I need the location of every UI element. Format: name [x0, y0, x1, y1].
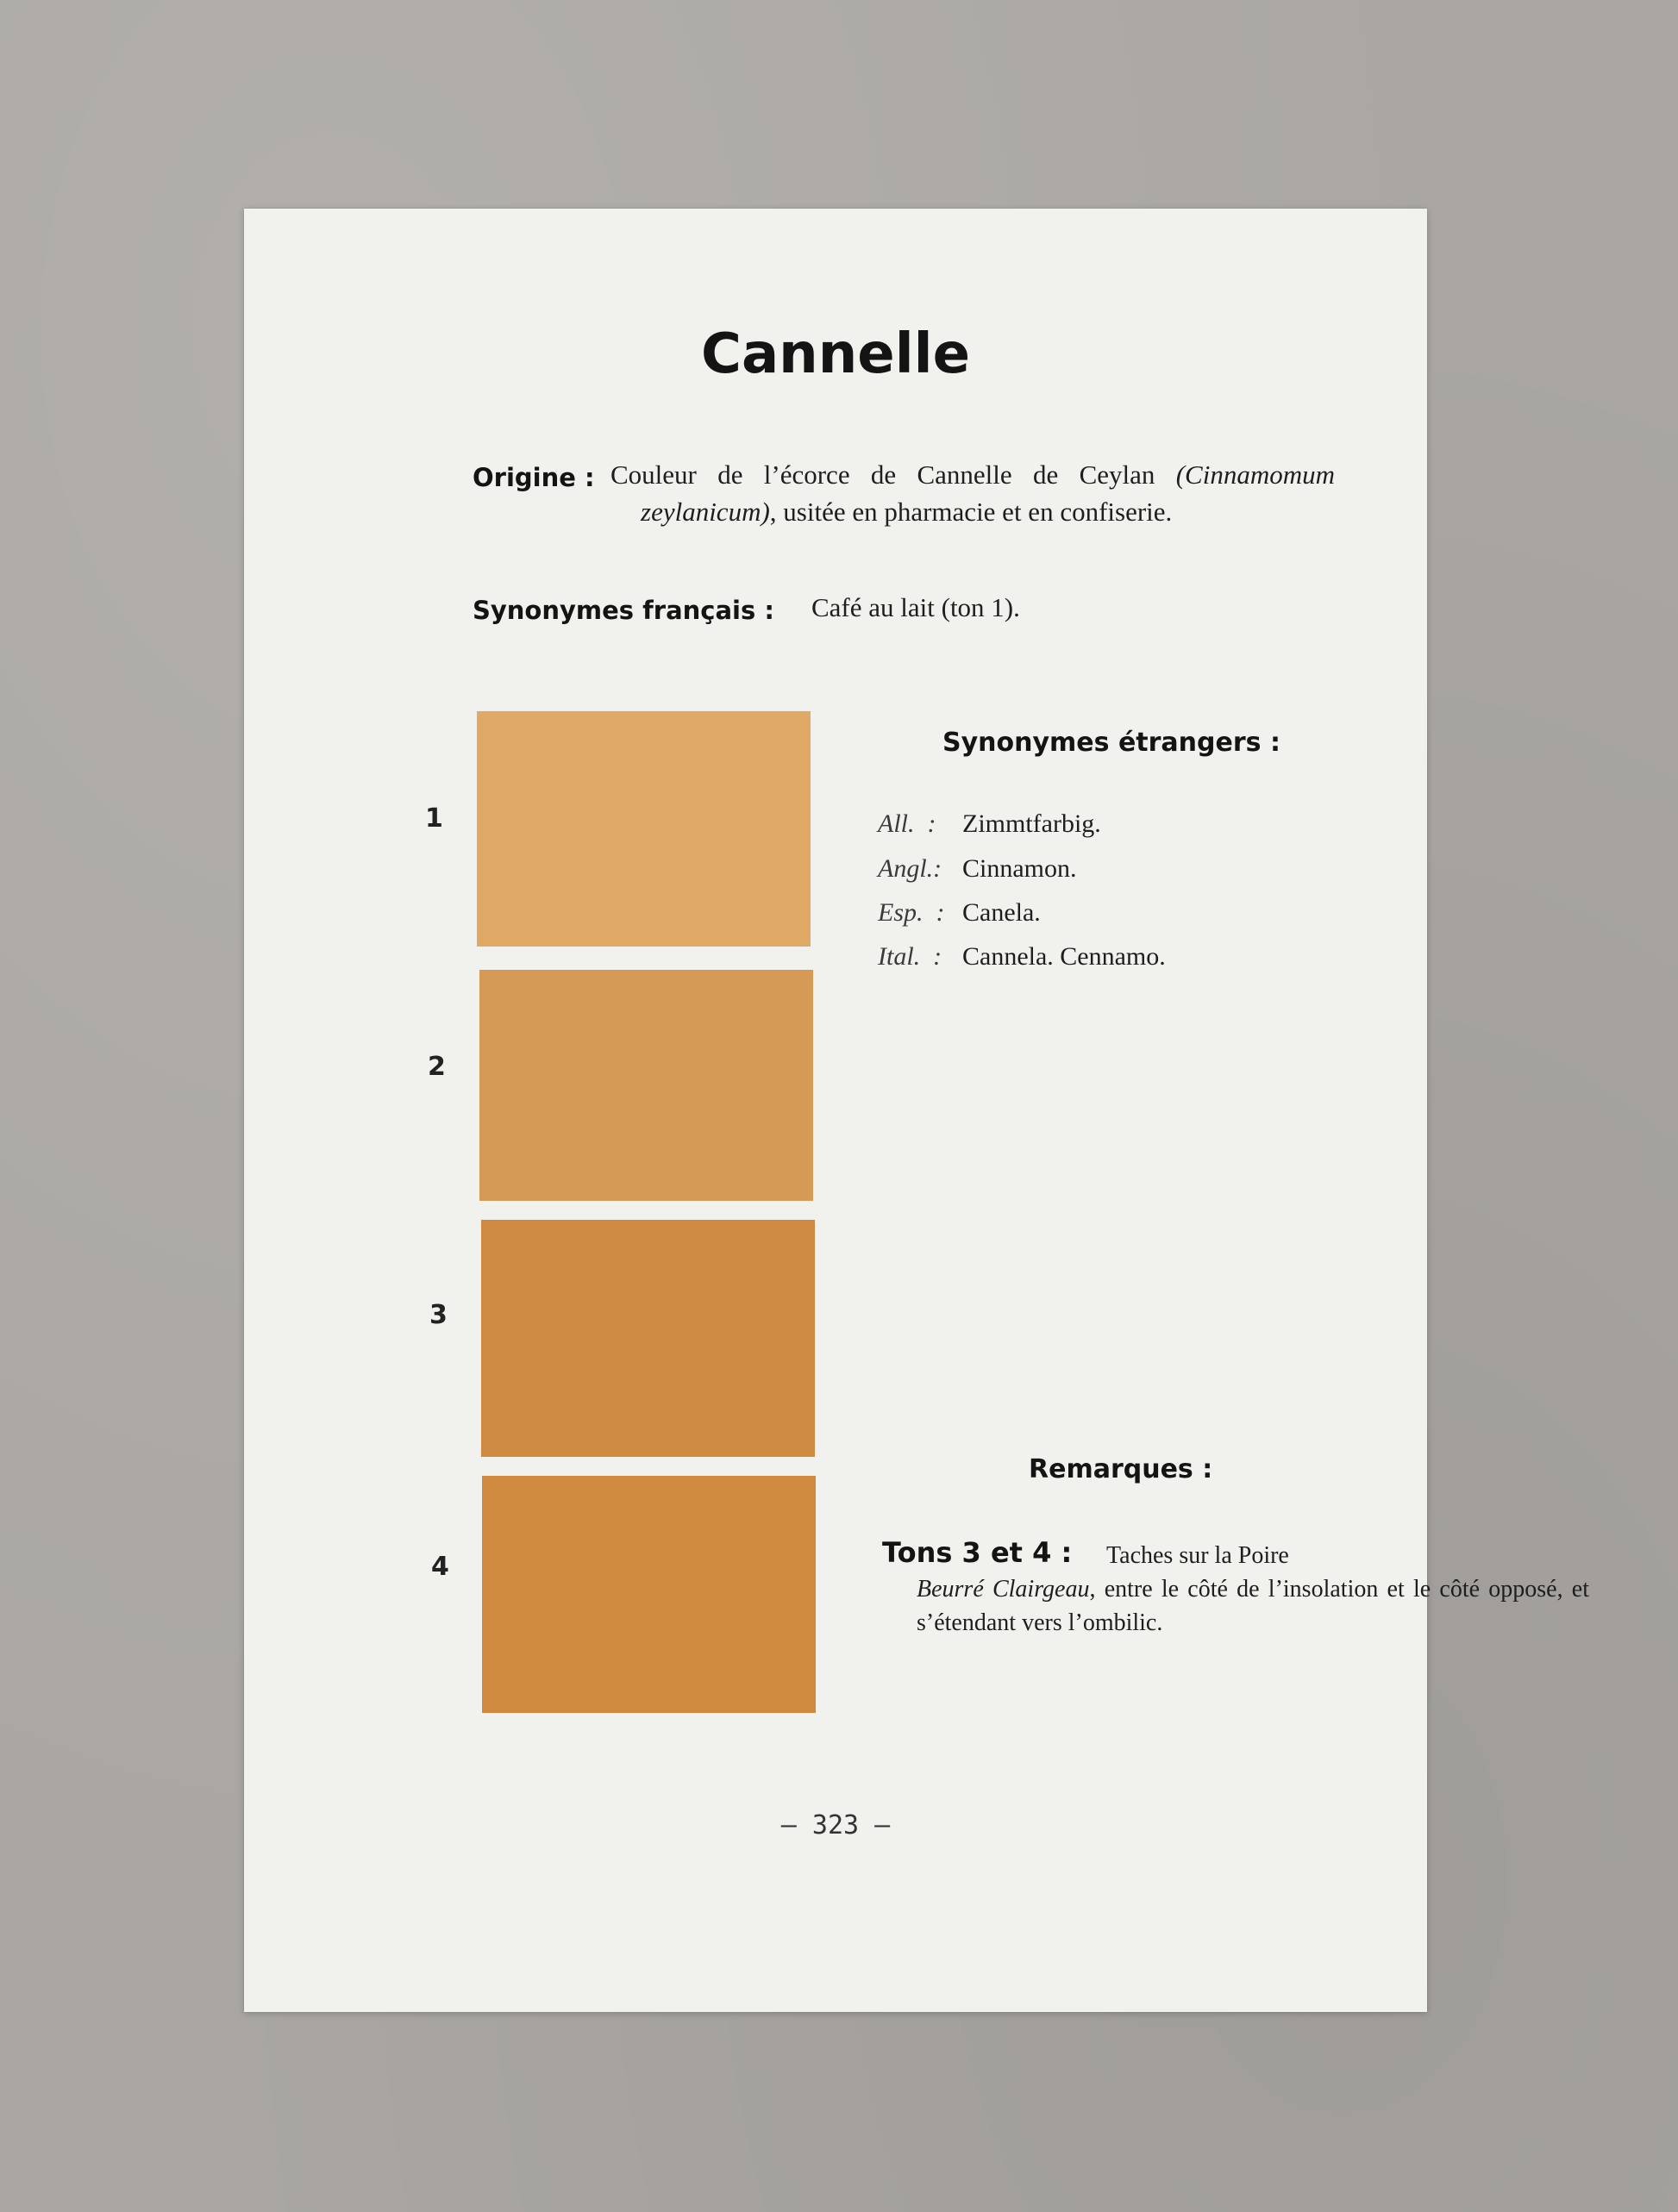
- page-title: Cannelle: [701, 322, 970, 386]
- synonym-lang: Angl.:: [878, 854, 942, 883]
- color-swatch-4: [482, 1476, 816, 1713]
- origine-text-b: , usitée en pharmacie et en confiserie.: [769, 497, 1173, 527]
- swatch-number-3: 3: [429, 1300, 448, 1330]
- origine-label: Origine :: [473, 463, 595, 492]
- origine-text-italic-b: zeylanicum): [641, 497, 770, 527]
- synonymes-etrangers-label: Synonymes étrangers :: [942, 728, 1280, 758]
- origine-text-a: Couleur de l’écorce de Cannelle de Ceylan: [610, 459, 1176, 490]
- tons-text-line1: Taches sur la Poire: [1106, 1542, 1289, 1569]
- swatch-number-4: 4: [431, 1552, 449, 1582]
- origine-text-line1: [610, 459, 1335, 491]
- synonym-row-ital: [878, 941, 1240, 972]
- swatch-number-2: 2: [428, 1052, 446, 1082]
- synonym-value: Cinnamon.: [962, 854, 1077, 883]
- synonym-row-angl: [878, 853, 1240, 884]
- page-number: — 323 —: [780, 1810, 891, 1840]
- synonym-lang: All. :: [878, 809, 936, 838]
- color-swatch-1: [477, 711, 811, 947]
- tons-text-italic: Beurré Clairgeau: [917, 1576, 1090, 1603]
- color-swatch-2: [479, 970, 813, 1201]
- tons-label: Tons 3 et 4 :: [882, 1536, 1073, 1569]
- synonym-row-all: [878, 809, 1240, 839]
- remarques-label: Remarques :: [1029, 1454, 1213, 1484]
- synonym-lang: Esp. :: [878, 898, 945, 927]
- origine-text-italic-a: (Cinnamomum: [1175, 459, 1335, 490]
- tons-text-rest: , entre le côté de l’insolation et le côté opposé, et s’étendant vers l’ombilic.: [917, 1576, 1589, 1636]
- origine-text-line2: [641, 497, 1172, 528]
- synonym-value: Zimmtfarbig.: [962, 809, 1101, 838]
- tons-text-continued: [917, 1572, 1589, 1640]
- swatch-number-1: 1: [425, 803, 443, 834]
- synonym-value: Canela.: [962, 898, 1041, 927]
- synonym-row-esp: [878, 897, 1240, 928]
- color-swatch-3: [481, 1220, 815, 1457]
- synonymes-francais-label: Synonymes français :: [473, 596, 774, 625]
- page-sheet: [244, 209, 1589, 2012]
- synonym-lang: Ital. :: [878, 942, 942, 971]
- synonym-value: Cannela. Cennamo.: [962, 942, 1166, 971]
- synonymes-francais-text: Café au lait (ton 1).: [811, 592, 1020, 622]
